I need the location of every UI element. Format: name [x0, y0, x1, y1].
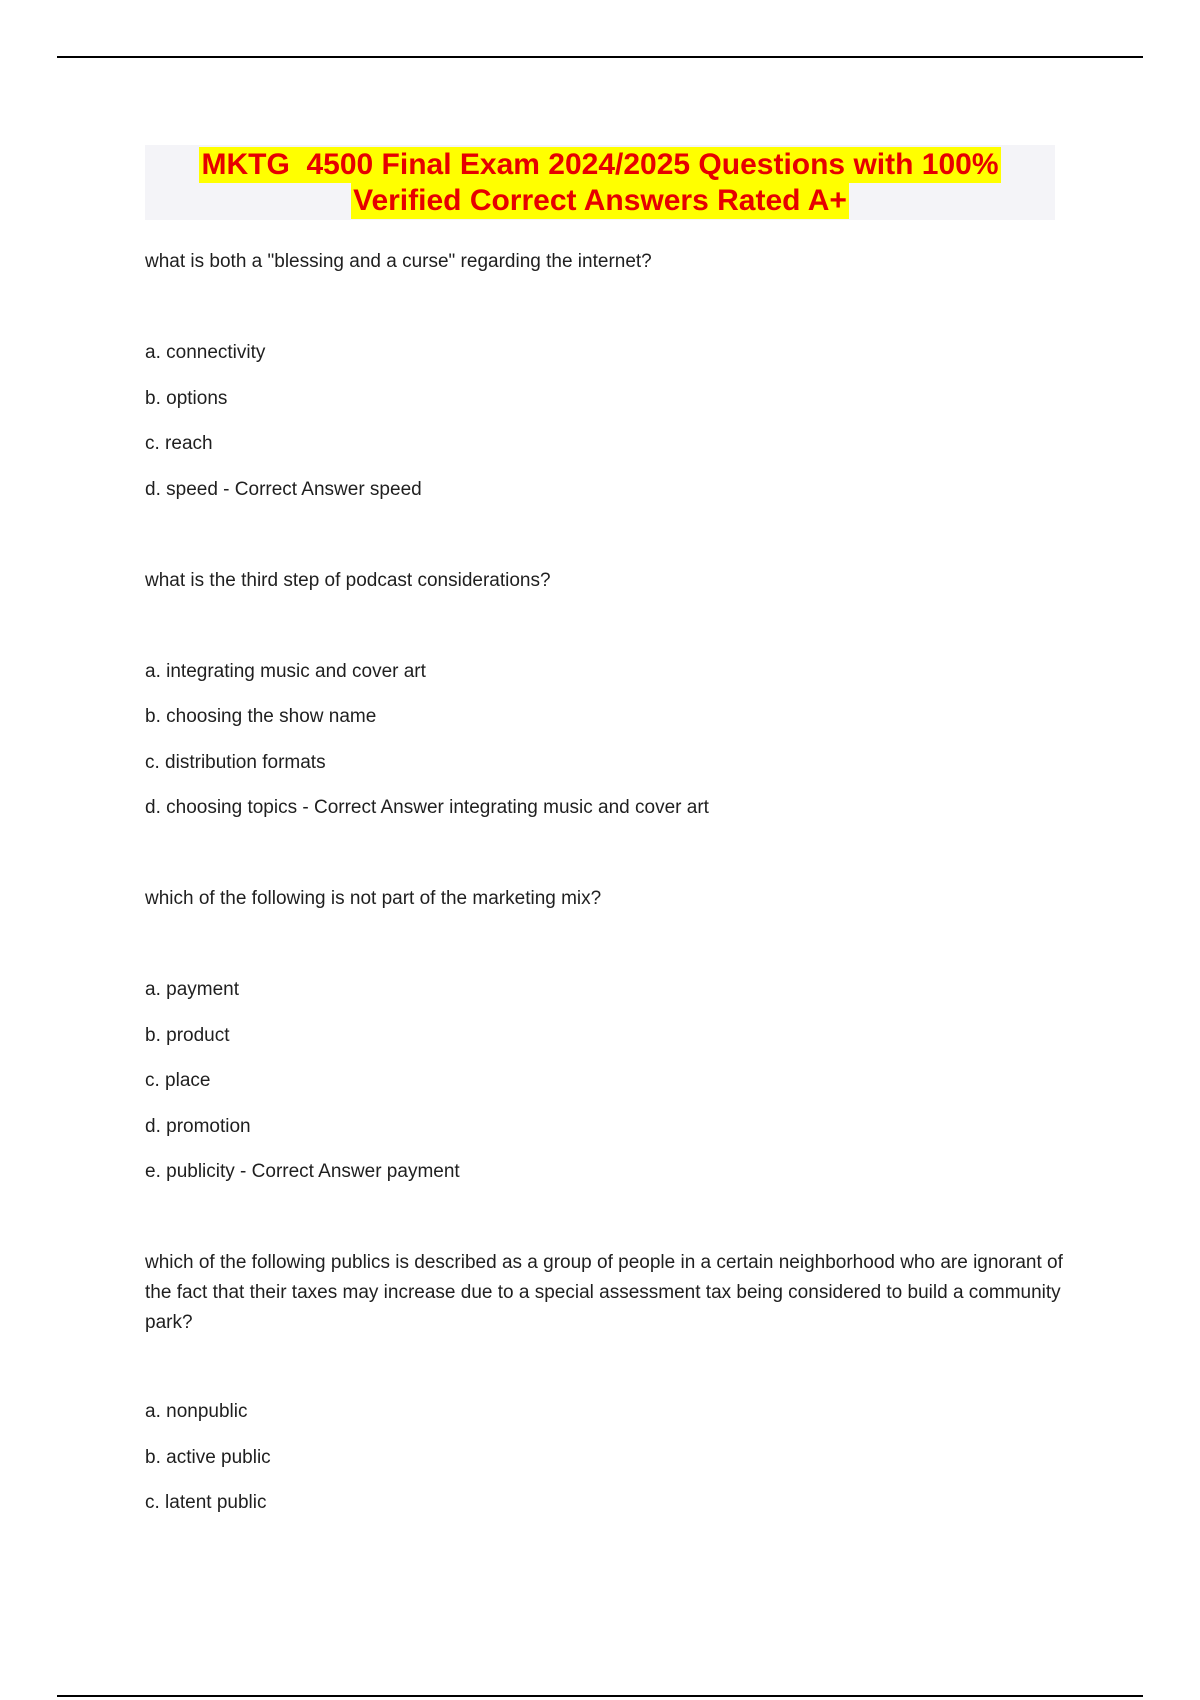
question-4: which of the following publics is described as a group of people in a certain neighborhood who are ignorant of the fact that their taxes may increase due to a special assessment tax being considered to build a community park?: [145, 1252, 1063, 1333]
title-line-2: Verified Correct Answers Rated A+: [353, 183, 847, 217]
question-1-option-d: d. speed - Correct Answer speed: [145, 479, 422, 500]
question-3-option-c: c. place: [145, 1070, 211, 1091]
question-3: which of the following is not part of the marketing mix?: [145, 888, 602, 909]
question-2-option-a: a. integrating music and cover art: [145, 661, 426, 682]
question-3-option-a: a. payment: [145, 979, 239, 1000]
question-4-option-b: b. active public: [145, 1447, 271, 1468]
question-1-option-b: b. options: [145, 388, 228, 409]
question-2-option-b: b. choosing the show name: [145, 706, 377, 727]
question-2-option-c: c. distribution formats: [145, 752, 326, 773]
question-2: what is the third step of podcast considerations?: [145, 570, 551, 591]
header-rule: [57, 56, 1143, 58]
footer-rule: [57, 1695, 1143, 1697]
question-1: what is both a "blessing and a curse" regarding the internet?: [145, 251, 652, 272]
question-1-option-a: a. connectivity: [145, 342, 266, 363]
question-1-option-c: c. reach: [145, 433, 213, 454]
title-line-1: MKTG 4500 Final Exam 2024/2025 Questions with 100%: [201, 147, 999, 181]
document-title: [145, 145, 1055, 220]
question-4-option-a: a. nonpublic: [145, 1401, 248, 1422]
question-3-option-e: e. publicity - Correct Answer payment: [145, 1161, 460, 1182]
question-4-option-c: c. latent public: [145, 1492, 267, 1513]
question-3-option-b: b. product: [145, 1025, 230, 1046]
question-3-option-d: d. promotion: [145, 1116, 251, 1137]
question-2-option-d: d. choosing topics - Correct Answer integrating music and cover art: [145, 797, 709, 818]
